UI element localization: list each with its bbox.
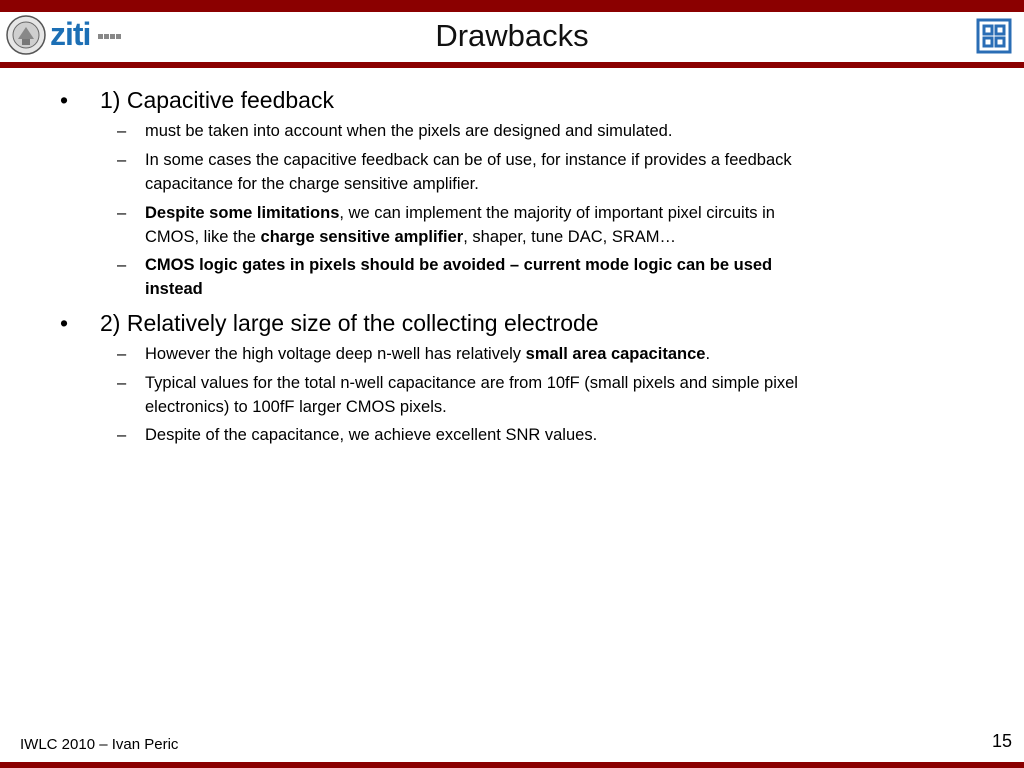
top-bar [0, 0, 1024, 12]
ziti-logo-text: ziti [50, 16, 91, 52]
sub-bullet-text [145, 342, 945, 366]
emphasis: charge sensitive amplifier [260, 228, 464, 246]
sub-bullet-text [145, 371, 945, 419]
sub-bullet-fragment: However the high voltage deep n-well has relatively [145, 345, 526, 363]
emphasis: small area capacitance [525, 345, 706, 363]
sub-bullet-fragment: , shaper, tune DAC, SRAM… [463, 228, 676, 246]
sub-bullet-marker: – [117, 345, 127, 363]
sub-bullet-fragment: , we can implement the majority of important pixel circuits in [339, 204, 775, 222]
sub-bullet-line: In some cases the capacitive feedback can be of use, for instance if provides a feedback [145, 151, 792, 169]
sub-bullet-marker: – [117, 426, 127, 444]
sub-bullet-marker: – [117, 374, 127, 392]
title-divider [0, 62, 1024, 68]
sub-bullet-line: capacitance for the charge sensitive amplifier. [145, 175, 479, 193]
sub-bullet-text [145, 253, 945, 301]
sub-bullet-line: electronics) to 100fF larger CMOS pixels. [145, 398, 447, 416]
bullet-marker: • [60, 87, 69, 113]
sub-bullet-line: Typical values for the total n-well capacitance are from 10fF (small pixels and simple pixel [145, 374, 798, 392]
slide-title: Drawbacks [435, 18, 589, 53]
footer-text: IWLC 2010 – Ivan Peric [20, 736, 179, 753]
sub-bullet-text: Despite of the capacitance, we achieve excellent SNR values. [145, 426, 598, 444]
sub-bullet-fragment: CMOS, like the [145, 228, 261, 246]
sub-bullet-text [145, 201, 945, 249]
sub-bullet-marker: – [117, 151, 127, 169]
bottom-bar [0, 762, 1024, 768]
sub-bullet-fragment: . [705, 345, 711, 363]
page-number: 15 [991, 731, 1012, 751]
institute-logo-icon [976, 18, 1012, 54]
emphasis: Despite some limitations [145, 204, 340, 222]
bullet-text: 2) Relatively large size of the collecting electrode [100, 310, 599, 336]
sub-bullet-marker: – [117, 204, 127, 222]
sub-bullet-line: CMOS logic gates in pixels should be avoided – current mode logic can be used [145, 256, 773, 274]
bullet-marker: • [60, 310, 69, 336]
sub-bullet-marker: – [117, 122, 127, 140]
sub-bullet-text [145, 148, 945, 196]
sub-bullet-marker: – [117, 256, 127, 274]
sub-bullet-text: must be taken into account when the pixels are designed and simulated. [145, 122, 673, 140]
sub-bullet-line: instead [145, 280, 203, 298]
bullet-text: 1) Capacitive feedback [100, 87, 334, 113]
